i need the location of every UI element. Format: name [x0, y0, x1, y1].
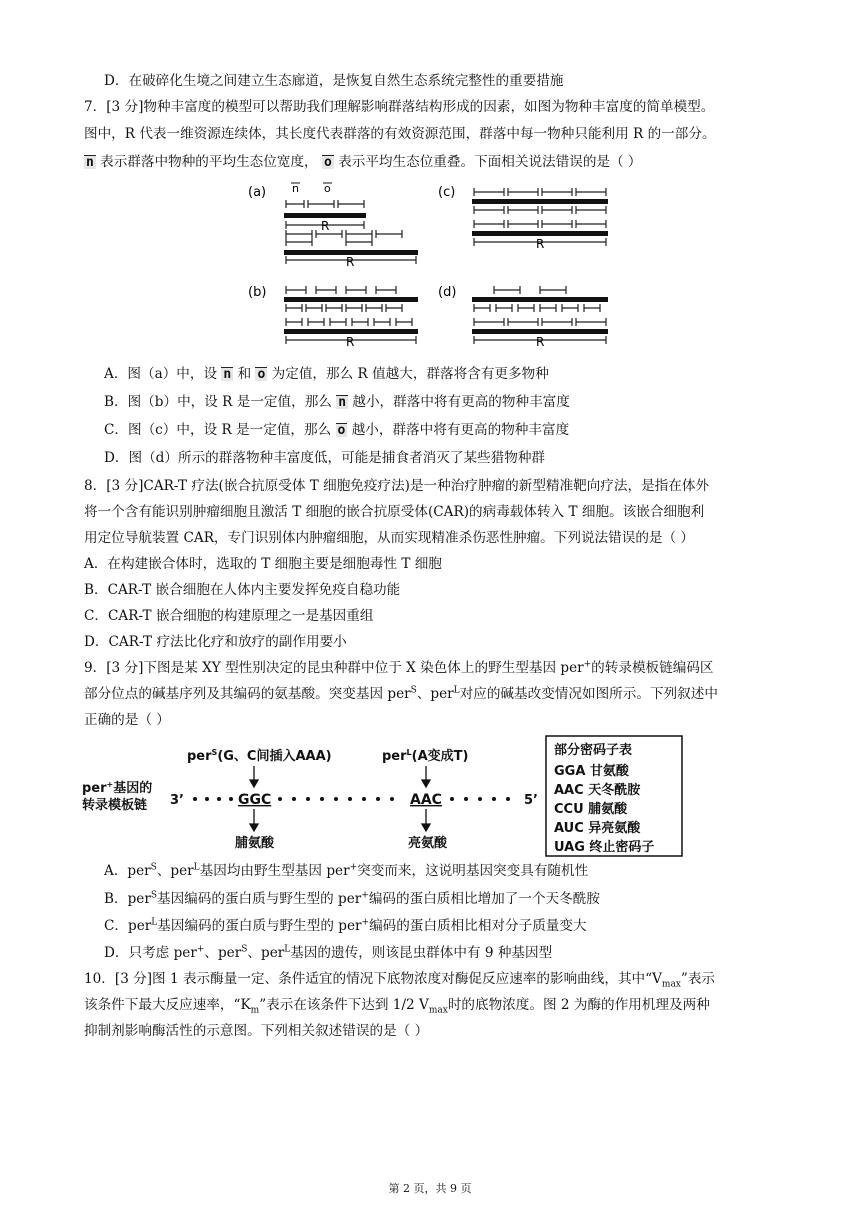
sup: S [410, 685, 417, 696]
pers-note: (G、C间插入AAA) [217, 749, 332, 764]
fig-label-b: (b) [248, 285, 267, 300]
fig-n-symbol: n [292, 182, 299, 195]
niche-model-figure [246, 178, 626, 358]
t: A．per [104, 863, 151, 879]
fig-b-r: R [346, 335, 355, 349]
t: 、per [204, 945, 242, 961]
t: 基因的遗传，则该昆虫群体中有 9 种基因型 [290, 945, 553, 961]
sup: S [211, 748, 218, 757]
o-bar-symbol: o [337, 423, 346, 438]
perl-note: (A变成T) [411, 749, 469, 764]
q7-stem-line3-b: 表示平均生态位重叠。下面相关说法错误的是（ ） [338, 154, 642, 170]
q8-option-d: D．CAR-T 疗法比化疗和放疗的副作用要小 [84, 634, 347, 650]
q7-a-pre: A．图（a）中，设 [104, 366, 218, 382]
q10-stem-line1 [84, 971, 784, 988]
q9-option-b [104, 891, 804, 908]
sup: + [349, 862, 358, 873]
q10-stem-line2 [84, 997, 784, 1014]
fig-o-symbol: o [324, 182, 331, 195]
t: 、per [156, 863, 194, 879]
sup: S [150, 862, 157, 873]
codon-row: AUC 异亮氨酸 [554, 821, 641, 836]
q7-stem-line3 [84, 154, 784, 171]
per-label: per [82, 781, 107, 796]
fig-label-a: (a) [248, 185, 267, 200]
per-gene-figure [80, 732, 690, 860]
q9-stem-line2 [84, 686, 784, 703]
t: 、per [247, 945, 285, 961]
q9-stem1b: 的转录模板链编码区 [591, 660, 714, 676]
q7-option-d: D．图（d）所示的群落物种丰富度低，可能是捕食者消灭了某些猎物种群 [104, 450, 546, 466]
codon-row: GGA 甘氨酸 [554, 764, 629, 779]
q9-stem-line1 [84, 660, 784, 677]
t: 10．[3 分]图 1 表示酶量一定、条件适宜的情况下底物浓度对酶促反应速率的影响曲线，其中“V [84, 971, 662, 987]
t: ”表示在该条件下达到 1/2 V [259, 997, 429, 1013]
q7-a-post: 为定值，那么 R 值越大，群落将含有更多物种 [271, 366, 549, 382]
svg-text:per+基因的 [82, 780, 152, 796]
codon-aac: AAC [410, 792, 442, 808]
q9-stem2c: 对应的碱基改变情况如图所示。下列叙述中 [459, 686, 718, 702]
t: 编码的蛋白质相比增加了一个天冬酰胺 [368, 891, 600, 907]
q9-stem-line3: 正确的是（ ） [84, 712, 170, 728]
t: 基因编码的蛋白质与野生型的 per [157, 918, 362, 934]
sup: L [406, 748, 412, 757]
sup: + [583, 659, 592, 670]
q9-stem1a: 9．[3 分]下图是某 XY 型性别决定的昆虫种群中位于 X 染色体上的野生型基因 per [84, 660, 584, 676]
sup: S [150, 890, 157, 901]
t: B．per [104, 891, 151, 907]
q9-option-a [104, 863, 804, 880]
q8-option-a: A．在构建嵌合体时，选取的 T 细胞主要是细胞毒性 T 细胞 [84, 556, 442, 572]
end-5prime: 5’ [524, 793, 538, 808]
page-footer: 第 2 页，共 9 页 [388, 1182, 472, 1195]
t: 基因编码的蛋白质与野生型的 per [157, 891, 362, 907]
q10-stem-line3: 抑制剂影响酶活性的示意图。下列相关叙述错误的是（ ） [84, 1023, 429, 1039]
svg-text:perL(A变成T) [382, 748, 468, 764]
sup: S [241, 944, 248, 955]
o-bar-symbol: o [323, 155, 332, 170]
aa-proline: 脯氨酸 [235, 836, 275, 851]
q8-stem-line3: 用定位导航装置 CAR，专门识别体内肿瘤细胞，从而实现精准杀伤恶性肿瘤。下列说法错误的是（ ） [84, 530, 695, 546]
sup: + [361, 890, 369, 901]
sup: L [453, 685, 460, 696]
perl-label: per [382, 749, 407, 764]
sup: + [196, 944, 205, 955]
sup: + [106, 780, 114, 789]
codon-ggc: GGC [238, 792, 272, 808]
q7-option-b [104, 394, 804, 411]
t: ”表示 [680, 971, 716, 987]
aa-leucine: 亮氨酸 [408, 836, 448, 851]
q9-option-c [104, 918, 804, 935]
codon-row: UAG 终止密码子 [554, 840, 655, 855]
t: 时的底物浓度。图 2 为酶的作用机理及两种 [447, 997, 710, 1013]
q7-stem-line1: 7．[3 分]物种丰富度的模型可以帮助我们理解影响群落结构形成的因素，如图为物种丰富度的简单模型。 [84, 99, 715, 115]
t: C．per [104, 918, 152, 934]
q7-option-c [104, 422, 804, 439]
sub: max [428, 1005, 448, 1016]
q9-option-d [104, 945, 804, 962]
codon-row: CCU 脯氨酸 [554, 802, 628, 817]
sub: max [661, 979, 681, 990]
pers-label: per [187, 749, 212, 764]
fig-c-r: R [536, 237, 545, 251]
t: 突变而来，这说明基因突变具有随机性 [357, 863, 589, 879]
q7-b-post: 越小，群落中将有更高的物种丰富度 [352, 394, 570, 410]
end-3prime: 3’ [170, 793, 184, 808]
q8-stem-line2: 将一个含有能识别肿瘤细胞且激活 T 细胞的嵌合抗原受体(CAR)的病毒载体转入 T 细胞。该嵌合细胞利 [84, 504, 705, 520]
gene-line2: 转录模板链 [82, 798, 148, 813]
q8-stem-line1: 8．[3 分]CAR-T 疗法(嵌合抗原受体 T 细胞免疫疗法)是一种治疗肿瘤的新型精准靶向疗法，是指在体外 [84, 478, 710, 494]
gene-line1: 基因的 [113, 781, 153, 796]
q7-stem-line2: 图中，R 代表一维资源连续体，其长度代表群落的有效资源范围，群落中每一物种只能利用 R 的一部分。 [84, 126, 716, 142]
q8-option-b: B．CAR-T 嵌合细胞在人体内主要发挥免疫自稳功能 [84, 582, 401, 598]
q7-c-pre: C．图（c）中，设 R 是一定值，那么 [104, 422, 332, 438]
q7-stem-line3-a: 表示群落中物种的平均生态位宽度， [100, 154, 318, 170]
n-bar-symbol: n [338, 395, 347, 410]
q9-stem2: 部分位点的碱基序列及其编码的氨基酸。突变基因 per [84, 686, 411, 702]
sup: L [284, 944, 291, 955]
fig-d-r: R [536, 335, 545, 349]
codon-row: AAC 天冬酰胺 [554, 783, 641, 798]
svg-text:perS(G、C间插入AAA) [187, 748, 332, 764]
o-bar-symbol: o [257, 367, 266, 382]
t: 编码的蛋白质相比相对分子质量变大 [369, 918, 587, 934]
q6-option-d: D．在破碎化生境之间建立生态廊道，是恢复自然生态系统完整性的重要措施 [104, 73, 564, 89]
q7-a-mid: 和 [237, 366, 252, 382]
sub: m [250, 1005, 260, 1016]
sup: L [151, 917, 158, 928]
fig-label-c: (c) [438, 185, 456, 200]
t: 基因均由野生型基因 per [199, 863, 350, 879]
t: D．只考虑 per [104, 945, 197, 961]
q8-option-c: C．CAR-T 嵌合细胞的构建原理之一是基因重组 [84, 608, 374, 624]
q9-stem2b: 、per [416, 686, 454, 702]
n-bar-symbol: n [86, 155, 94, 170]
t: 该条件下最大反应速率，“K [84, 997, 251, 1013]
n-bar-symbol: n [223, 367, 232, 382]
q7-b-pre: B．图（b）中，设 R 是一定值，那么 [104, 394, 332, 410]
fig-a-r1: R [321, 219, 330, 233]
sup: + [361, 917, 370, 928]
fig-label-d: (d) [438, 285, 457, 300]
fig-a-r2: R [346, 255, 355, 269]
q7-option-a [104, 366, 804, 383]
codon-table-title: 部分密码子表 [554, 743, 633, 758]
sup: L [193, 862, 200, 873]
q7-c-post: 越小，群落中将有更高的物种丰富度 [351, 422, 570, 438]
